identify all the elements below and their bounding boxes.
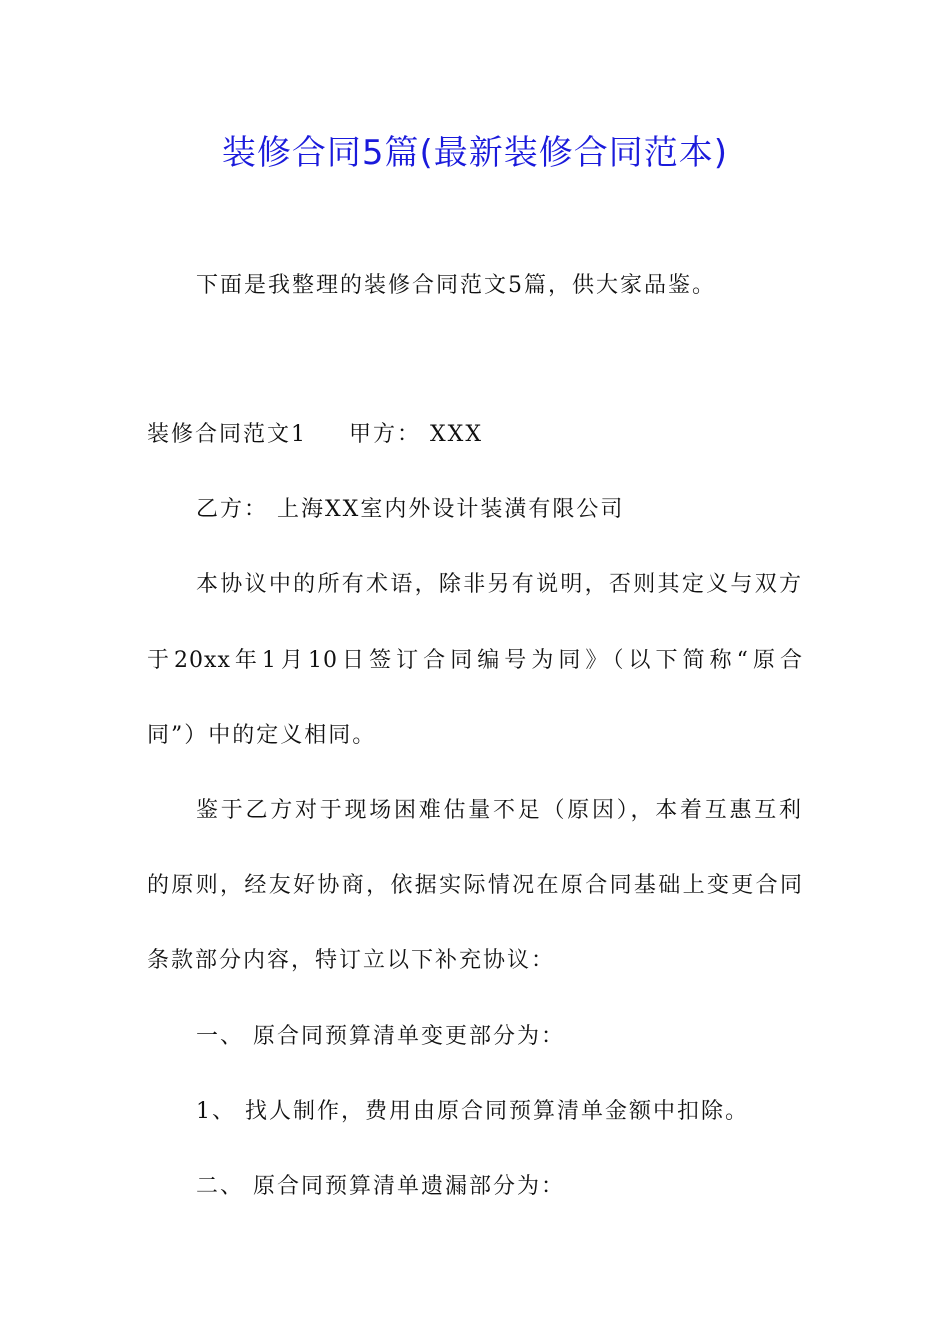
paragraph-1-line-3: 同”）中的定义相同。: [147, 723, 377, 748]
document-title: 装修合同5篇(最新装修合同范本): [221, 133, 729, 173]
section-heading: 装修合同范文1: [147, 422, 307, 447]
party-a: 甲方： XXX: [349, 422, 483, 447]
party-b: 乙方： 上海XX室内外设计装潢有限公司: [196, 497, 625, 522]
clause-one: 一、 原合同预算清单变更部分为：: [196, 1024, 565, 1049]
paragraph-2-line-1: 鉴于乙方对于现场困难估量不足（原因），本着互惠互利: [196, 798, 802, 823]
clause-one-item-1: 1、 找人制作，费用由原合同预算清单金额中扣除。: [196, 1099, 749, 1124]
section-heading-row: [147, 419, 483, 451]
paragraph-2-line-2: 的原则，经友好协商，依据实际情况在原合同基础上变更合同: [147, 873, 803, 898]
paragraph-2-line-3: 条款部分内容，特订立以下补充协议：: [147, 948, 556, 973]
clause-two: 二、 原合同预算清单遗漏部分为：: [196, 1174, 565, 1199]
intro-paragraph: 下面是我整理的装修合同范文5篇，供大家品鉴。: [196, 273, 716, 298]
paragraph-1-line-2: 于20xx年1月10日签订合同编号为同》（以下简称“原合: [147, 648, 803, 673]
paragraph-1-line-1: 本协议中的所有术语，除非另有说明，否则其定义与双方: [196, 572, 802, 597]
